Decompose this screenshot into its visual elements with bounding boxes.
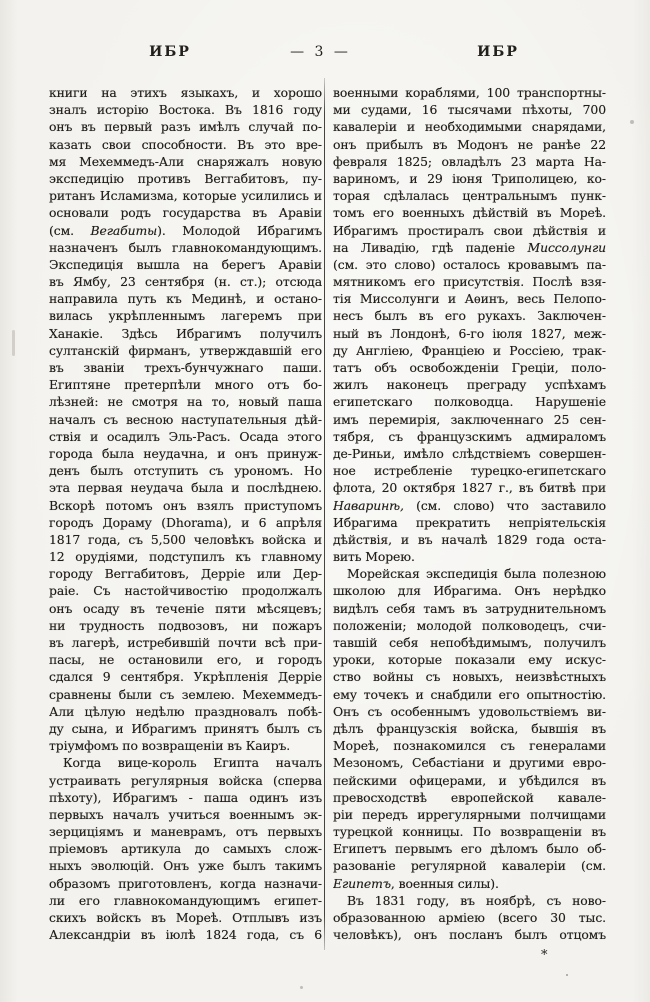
text-line: Александріи въ іюлѣ 1824 года, съ 6 <box>49 927 322 943</box>
text-line: онъ осаду въ теченіе пяти мѣсяцевъ; <box>49 600 322 616</box>
text-line: ду сына, и Ибрагимъ принятъ былъ съ <box>49 720 322 736</box>
page-number: — 3 — <box>290 44 351 60</box>
text-line: Египтяне претерпѣли много отъ бо- <box>49 377 322 393</box>
text-line: Египетъ первымъ его дѣломъ было об- <box>333 841 606 857</box>
text-line: онъ въ первый разъ имѣлъ случай по- <box>49 119 322 135</box>
text-line: имъ перемирія, заключеннаго 25 сен- <box>333 411 606 427</box>
text-line: дѣйствія, и въ началѣ 1829 года оста- <box>333 531 606 547</box>
page-header <box>0 44 650 64</box>
text-column-left <box>49 84 322 943</box>
text-line: назначенъ былъ главнокомандующимъ. <box>49 239 322 255</box>
text-line: мя Мехеммедъ-Али снаряжалъ новую <box>49 153 322 169</box>
text-line: пріемовъ артикула до самыхъ слож- <box>49 841 322 857</box>
text-line: военными кораблями, 100 транспортны- <box>333 85 606 100</box>
text-line: султанскій фирманъ, утверждавшій его <box>49 342 322 358</box>
text-line: ему точекъ и снабдили его опытностію. <box>333 686 606 702</box>
text-line: Наваринѣ, (см. слово) что заставило <box>333 497 606 513</box>
text-line: Въ 1831 году, въ ноябрѣ, съ ново- <box>347 892 606 908</box>
text-line: флота, 20 октября 1827 г., въ битвѣ при <box>333 480 606 496</box>
text-line: торая сдѣлалась центральнымъ пунк- <box>333 188 606 204</box>
text-line: скихъ войскъ въ Мореѣ. Отплывъ изъ <box>49 910 322 925</box>
text-line: Когда вице-король Египта началъ <box>63 755 322 771</box>
scan-artifact <box>566 974 568 976</box>
text-line: началъ съ весною наступательныя дѣй- <box>49 411 322 427</box>
text-line: въ званіи трехъ-бунчужнаго паши. <box>49 360 322 375</box>
text-line: пасы, не остановили его, и городъ <box>49 652 322 668</box>
text-line: образованною арміею (всего 30 тыс. <box>333 910 606 925</box>
text-line: пѣхоту), Ибрагимъ - паша одинъ изъ <box>49 789 322 805</box>
text-line: 12 орудіями, подступилъ къ главному <box>49 549 322 565</box>
text-line: турецкой конницы. По возвращеніи въ <box>333 824 606 840</box>
text-line: раіе. Съ настойчивостію продолжалъ <box>49 583 322 599</box>
text-line: онъ прибылъ въ Модонъ не ранѣе 22 <box>333 136 606 152</box>
text-line: сравнены были съ землею. Мехеммедъ- <box>49 686 322 702</box>
text-line: первыхъ началъ учиться военнымъ эк- <box>49 806 322 822</box>
text-line: мятникомъ его присутствія. Послѣ взя- <box>333 274 606 290</box>
scan-artifact <box>630 120 634 124</box>
text-line: Мореѣ, познакомился съ генералами <box>333 738 606 754</box>
text-line: ми судами, 16 тысячами пѣхоты, 700 <box>333 102 606 118</box>
text-line: въ Ямбу, 23 сентября (н. ст.); отсюда <box>49 274 322 290</box>
text-line: томъ его военныхъ дѣйствій въ Мореѣ. <box>333 205 606 221</box>
text-line: школою для Ибрагима. Онъ нерѣдко <box>333 583 606 599</box>
text-line: направила путь къ Мединѣ, и остано- <box>49 291 322 307</box>
text-line: экспедицію противъ Веггабитовъ, пу- <box>49 170 322 186</box>
text-line: превосходствѣ европейской кавале- <box>333 789 606 805</box>
text-line: февраля 1825; овладѣлъ 23 марта На- <box>333 153 606 169</box>
text-line: 1817 года, съ 5,500 человѣкъ войска и <box>49 531 322 547</box>
text-line: тріумфомъ по возвращеніи въ Каиръ. <box>49 738 291 754</box>
text-line: въ лагерѣ, истребившій почти всѣ при- <box>49 635 322 650</box>
signature-mark: * <box>541 948 548 963</box>
text-line: ство войны съ новыхъ, неизвѣстныхъ <box>333 669 606 685</box>
text-line: Египетъ, военныя силы). <box>333 875 499 891</box>
text-line: города была неудачна, и онъ принуж- <box>49 445 322 461</box>
text-line: ританъ Исламизма, которые усилились и <box>49 188 322 204</box>
text-line: ное истребленіе турецко-египетскаго <box>333 463 606 479</box>
text-line: зерциціямъ и маневрамъ, отъ первыхъ <box>49 824 322 840</box>
text-line: ствія и осадилъ Эль-Расъ. Осада этого <box>49 428 322 444</box>
text-line: кавалеріи и необходимыми снарядами, <box>333 119 606 135</box>
text-line: жилъ наконецъ преграду успѣхамъ <box>333 377 606 393</box>
text-line: Али цѣлую недѣлю праздновалъ побѣ- <box>49 703 322 719</box>
text-line: зналъ исторію Востока. Въ 1816 году <box>49 102 322 118</box>
text-line: казать свои способности. Въ это вре- <box>49 136 322 152</box>
text-line: пейскими офицерами, и убѣдился въ <box>333 772 606 788</box>
text-line: египетскаго полководца. Нарушеніе <box>333 394 606 410</box>
text-line: книги на этихъ языкахъ, и хорошо <box>49 85 322 100</box>
text-line: устраивать регулярныя войска (сперва <box>49 772 322 788</box>
text-line: тября, съ французскимъ адмираломъ <box>333 428 606 444</box>
text-line: вить Морею. <box>333 549 415 565</box>
running-title-right: ИБР <box>477 44 519 60</box>
text-line: городу Веггабитовъ, Дерріе или Дер- <box>49 566 322 582</box>
text-line: ли его главнокомандующимъ египет- <box>49 892 322 908</box>
text-line: ріи передъ иррегулярными полчищами <box>333 806 606 822</box>
text-line: несъ былъ въ его рукахъ. Заключен- <box>333 308 606 324</box>
text-line: дѣлъ французскія войска, бывшія въ <box>333 720 606 736</box>
text-line: Ибрагима прекратить непріятельскія <box>333 514 606 530</box>
scan-artifact <box>300 986 303 989</box>
column-divider-rule <box>324 78 325 950</box>
text-line: ныхъ эволюцій. Онъ уже былъ такимъ <box>49 858 322 874</box>
text-column-right <box>333 84 606 943</box>
text-line: тія Миссолунги и Аѳинъ, весь Пелопо- <box>333 291 606 307</box>
text-line: на Ливадію, гдѣ паденіе Миссолунги <box>333 239 606 255</box>
text-line: денъ былъ отступить съ урономъ. Но <box>49 463 322 479</box>
scan-artifact <box>12 330 15 356</box>
text-line: уроки, которые показали ему искус- <box>333 652 606 668</box>
text-line: образомъ приготовленъ, когда назначи- <box>49 875 322 891</box>
text-line: основали родъ государства въ Аравіи <box>49 205 322 221</box>
text-line: ни трудность подвозовъ, ни пожаръ <box>49 617 322 633</box>
text-line: лѣзней: не смотря на то, новый паша <box>49 394 322 410</box>
text-line: сдался 9 сентября. Укрѣпленія Дерріе <box>49 669 322 685</box>
text-line: вилась укрѣпленнымъ лагеремъ при <box>49 308 322 324</box>
text-line: Вскорѣ потомъ онъ взялъ приступомъ <box>49 497 322 513</box>
text-line: ду Англіею, Франціею и Россіею, трак- <box>333 342 606 358</box>
text-line: человѣкъ), онъ посланъ былъ отцомъ <box>333 927 606 943</box>
text-line: вариномъ, и 29 іюня Триполицею, ко- <box>333 170 606 186</box>
text-line: эта первая неудача была и послѣднею. <box>49 480 322 496</box>
text-line: разованіе регулярной кавалеріи (см. <box>333 858 606 874</box>
text-line: ный въ Лондонѣ, 6-го іюля 1827, меж- <box>333 325 606 341</box>
text-line: положеніи; молодой полководецъ, счи- <box>333 617 606 633</box>
text-line: (см. это слово) осталось кровавымъ па- <box>333 256 606 272</box>
text-line: Мезономъ, Себастіани и другими евро- <box>333 755 606 771</box>
text-line: Ибрагимъ простиралъ свои дѣйствія и <box>333 222 606 238</box>
text-line: Ханакіе. Здѣсь Ибрагимъ получилъ <box>49 325 322 341</box>
running-title-left: ИБР <box>149 44 191 60</box>
text-line: де-Риньи, имѣло слѣдствіемъ совершен- <box>333 445 606 461</box>
text-line: татъ объ освобожденіи Греціи, поло- <box>333 360 606 375</box>
text-line: Морейская экспедиція была полезною <box>347 566 606 582</box>
text-line: видѣлъ себя тамъ въ затруднительномъ <box>333 600 606 616</box>
text-line: городъ Дораму (Dhorama), и 6 апрѣля <box>49 514 322 530</box>
text-line: Онъ съ особеннымъ удовольствіемъ ви- <box>333 703 606 719</box>
text-line: (см. Вегабиты). Молодой Ибрагимъ <box>49 222 322 238</box>
text-line: Экспедиція вышла на берегъ Аравіи <box>49 256 322 272</box>
text-line: тавшій себя непобѣдимымъ, получилъ <box>333 635 606 650</box>
